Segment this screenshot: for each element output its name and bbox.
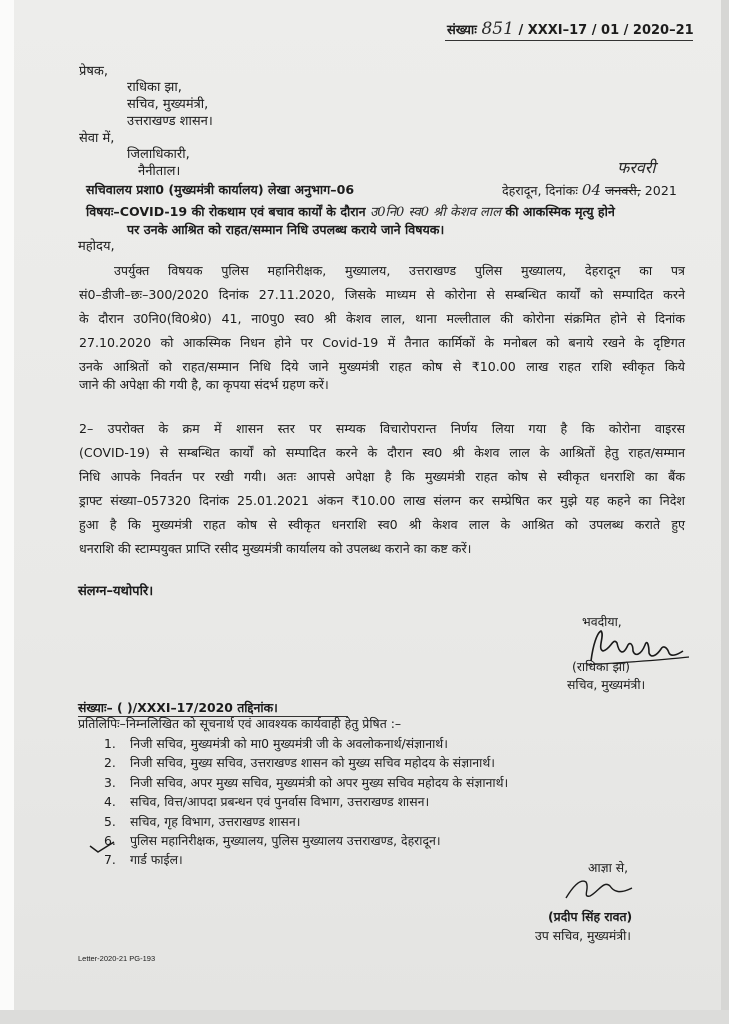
- subject-text-a: COVID-19 की रोकथाम एवं बचाव कार्यों के दौरान: [119, 204, 366, 219]
- para2-line: निधि आपके निवर्तन पर रखी गयी। अतः आपसे अपेक्षा है कि मुख्यमंत्री राहत कोष से स्वीकृत धनराशि का बैंक: [79, 469, 685, 484]
- second-signatory-designation: उप सचिव, मुख्यमंत्री।: [535, 928, 631, 943]
- copy-list: [104, 734, 584, 870]
- para2-line: धनराशि की स्टाम्पयुक्त प्राप्ति रसीद मुख्यमंत्री कार्यालय को उपलब्ध कराने का कष्ट करें।: [79, 541, 472, 556]
- list-item: 6. पुलिस महानिरीक्षक, मुख्यालय, पुलिस मुख्यालय उत्तराखण्ड, देहरादून।: [104, 833, 441, 849]
- ref-handwritten-number: 851: [481, 19, 514, 39]
- subject-line-2: पर उनके आश्रित को राहत/सम्मान निधि उपलब्ध कराये जाने विषयक।: [127, 222, 445, 237]
- ref-suffix: / XXXI–17 / 01 / 2020–21: [518, 23, 694, 38]
- footer-code: Letter-2020-21 PG-193: [78, 954, 156, 963]
- signatory-name: (राधिका झा): [572, 659, 631, 674]
- recipient-place: नैनीताल।: [138, 164, 181, 179]
- para2-line: ड्राफ्ट संख्या–057320 दिनांक 25.01.2021 अंकन ₹10.00 लाख संलग्न कर सम्प्रेषित कर मुझे यह कहने का निदेश: [79, 493, 685, 508]
- para2-line: (COVID-19) से सम्बन्धित कार्यों को सम्पादित करने के दौरान स्व0 श्री केशव लाल के आश्रितों हेतु राहत/सम्मान: [79, 445, 685, 460]
- list-item: 1. निजी सचिव, मुख्यमंत्री को मा0 मुख्यमंत्री जी के अवलोकनार्थ/संज्ञानार्थ।: [104, 736, 448, 751]
- page-edge-left: [0, 0, 14, 1024]
- signatory-designation: सचिव, मुख्यमंत्री।: [567, 677, 646, 692]
- recipient-label: सेवा में,: [79, 131, 115, 146]
- para1-line: 27.10.2020 को आकस्मिक निधन होने पर Covid-19 में तैनात कार्मिकों के मनोबल को बनाये रखने के दृष्टिगत: [79, 335, 685, 350]
- sender-label: प्रेषक,: [79, 64, 109, 79]
- date-year: 2021: [644, 183, 677, 198]
- subject-line-1: [86, 204, 615, 221]
- copy-intro: प्रतिलिपिः–निम्नलिखित को सूचनार्थ एवं आवश्यक कार्यवाही हेतु प्रेषित :–: [78, 716, 402, 731]
- list-item: 2. निजी सचिव, मुख्य सचिव, उत्तराखण्ड शासन को मुख्य सचिव महोदय के संज्ञानार्थ।: [104, 755, 496, 771]
- date-month-handwritten: फरवरी: [617, 158, 656, 177]
- sender-name: राधिका झा,: [127, 80, 182, 95]
- para1-line: जाने की अपेक्षा की गयी है, का कृपया संदर्भ ग्रहण करें।: [79, 377, 329, 392]
- para1-line: उपर्युक्त विषयक पुलिस महानिरीक्षक, मुख्यालय, उत्तराखण्ड पुलिस मुख्यालय, देहरादून का पत्र: [114, 263, 685, 278]
- para2-line: 2– उपरोक्त के क्रम में शासन स्तर पर सम्यक विचारोपरान्त निर्णय लिया गया है कि कोरोना वाइरस: [79, 421, 685, 436]
- paragraph-1: [79, 259, 685, 397]
- para2-line: हुआ है कि मुख्यमंत्री राहत कोष से स्वीकृत धनराशि स्व0 श्री केशव लाल के आश्रित को उपलब्ध कराते हुए: [79, 517, 685, 532]
- list-item: 5. सचिव, गृह विभाग, उत्तराखण्ड शासन।: [104, 813, 301, 829]
- list-item: 3. निजी सचिव, अपर मुख्य सचिव, मुख्यमंत्री को अपर मुख्य सचिव महोदय के संज्ञानार्थ।: [104, 774, 509, 790]
- date-month-struck: जनवरी,: [605, 183, 641, 198]
- closing-phrase: भवदीया,: [582, 614, 622, 629]
- copy-reference: संख्याः– ( )/XXXI–17/2020 तद्दिनांक।: [78, 700, 278, 715]
- para1-line: सं0–डीजी–छः–300/2020 दिनांक 27.11.2020, जिसके माध्यम से कोरोना से सम्बन्धित कार्यों को सम्पादित करने: [79, 287, 685, 302]
- sender-designation: सचिव, मुख्यमंत्री,: [127, 97, 209, 112]
- date-prefix: देहरादून, दिनांकः: [502, 183, 578, 198]
- list-item: 7. गार्ड फाईल।: [104, 852, 183, 868]
- recipient-name: जिलाधिकारी,: [127, 147, 190, 162]
- sender-govt: उत्तराखण्ड शासन।: [127, 114, 213, 129]
- tick-mark-icon: [88, 838, 118, 858]
- date-day-handwritten: 04: [581, 181, 601, 199]
- subject-label: विषयः–: [86, 204, 120, 219]
- letter-date: [502, 182, 677, 199]
- subject-handwritten-name: उ0नि0 स्व0 श्री केशव लाल: [370, 205, 502, 220]
- list-item: 4. सचिव, वित्त/आपदा प्रबन्धन एवं पुनर्वास विभाग, उत्तराखण्ड शासन।: [104, 794, 430, 810]
- paragraph-2: [79, 417, 685, 561]
- para1-line: के दौरान उ0नि0(वि0श्रे0) 41, ना0पु0 स्व0 श्री केशव लाल, थाना मल्लीताल की कोरोना संक्रमित होने से दिनांक: [79, 311, 685, 326]
- para1-line: उनके आश्रितों को राहत/सम्मान निधि दिये जाने मुख्यमंत्री राहत कोष से ₹10.00 लाख राहत राशि स्वीकृत किये: [79, 359, 685, 374]
- second-signature-scribble: [560, 868, 640, 908]
- page-edge-right: [721, 0, 729, 1024]
- second-signatory-name: (प्रदीप सिंह रावत): [548, 909, 633, 924]
- subject-text-b: की आकस्मिक मृत्यु होने: [505, 204, 615, 219]
- ref-underline: [445, 40, 693, 41]
- section-line: सचिवालय प्रशा0 (मुख्यमंत्री कार्यालय) लेखा अनुभाग–06: [86, 182, 355, 197]
- reference-number: [447, 21, 694, 39]
- by-order-phrase: आज्ञा से,: [588, 860, 629, 875]
- page-edge-bottom: [0, 1010, 729, 1024]
- salutation: महोदय,: [78, 239, 115, 254]
- ref-prefix: संख्याः: [447, 23, 477, 38]
- enclosure-note: संलग्न–यथोपरि।: [78, 584, 154, 599]
